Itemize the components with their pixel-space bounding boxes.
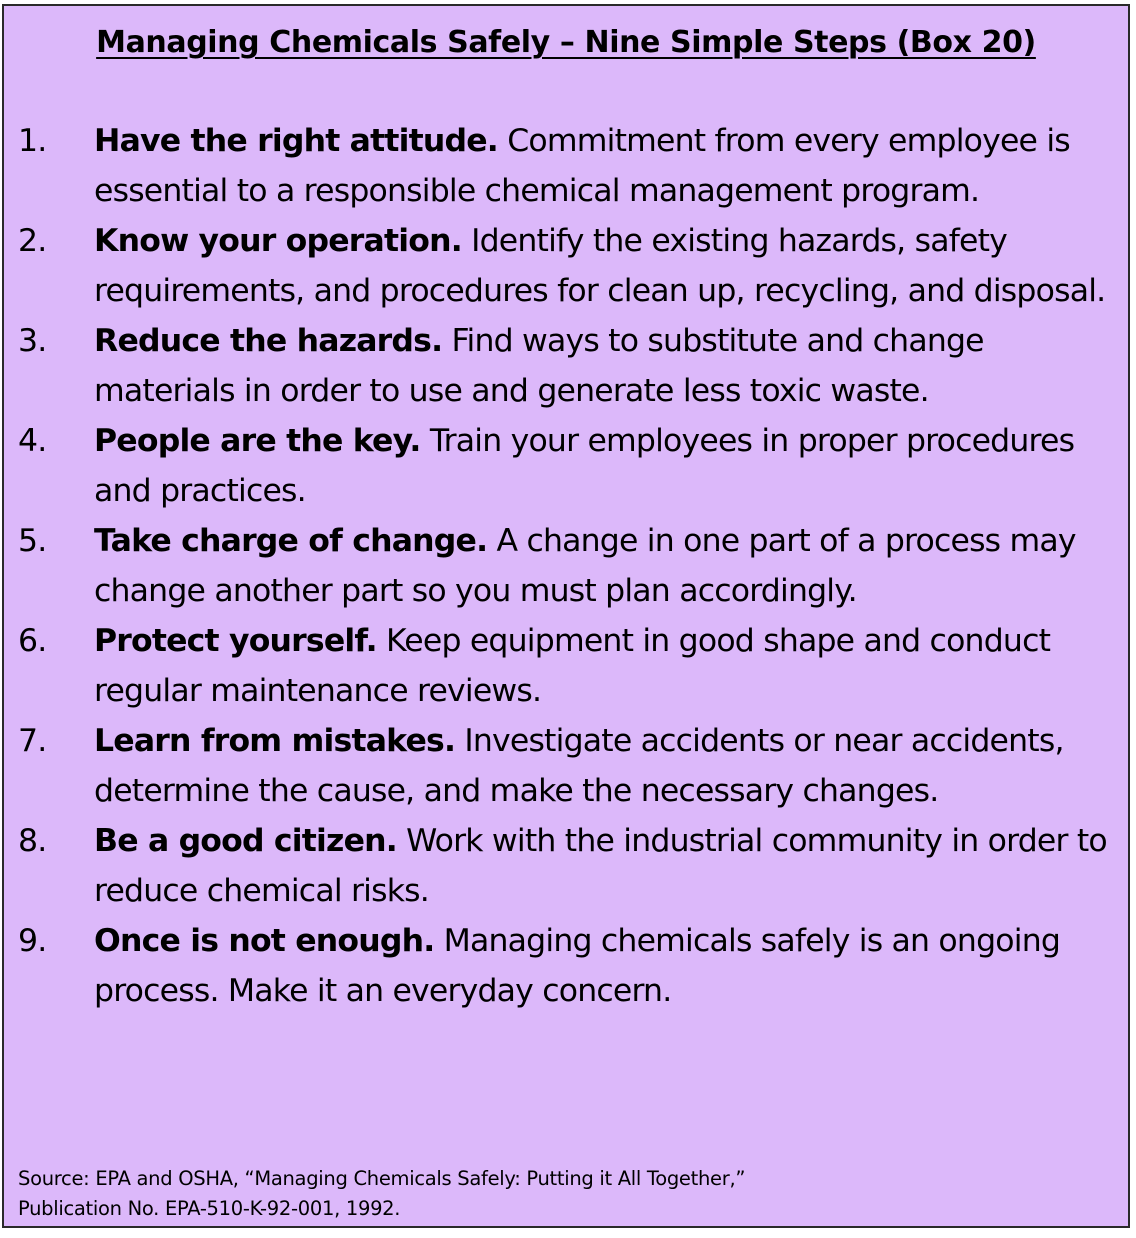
source-line-2: Publication No. EPA-510-K-92-001, 1992. [18, 1197, 401, 1220]
step-item [18, 316, 1122, 416]
step-item [18, 516, 1122, 616]
step-item [18, 416, 1122, 516]
step-item [18, 216, 1122, 316]
step-lead: Learn from mistakes. [94, 723, 456, 759]
step-item [18, 116, 1122, 216]
step-text: Managing chemicals safely is an ongoing process. Make it an everyday concern. [94, 923, 1061, 1009]
step-body [94, 716, 1122, 816]
step-number: 6. [18, 623, 47, 659]
step-text: Keep equipment in good shape and conduct regular maintenance reviews. [94, 623, 1051, 709]
step-text: Find ways to substitute and change materials in order to use and generate less toxic waste. [94, 323, 984, 409]
step-item [18, 716, 1122, 816]
step-number: 3. [18, 323, 47, 359]
step-text: Work with the industrial community in order to reduce chemical risks. [94, 823, 1107, 909]
step-body [94, 116, 1122, 216]
step-number: 7. [18, 723, 47, 759]
step-number: 2. [18, 223, 47, 259]
step-body [94, 816, 1122, 916]
step-lead: Reduce the hazards. [94, 323, 443, 359]
step-lead: Once is not enough. [94, 923, 435, 959]
source-line-1: Source: EPA and OSHA, “Managing Chemicals Safely: Putting it All Together,” [18, 1167, 746, 1190]
step-lead: Be a good citizen. [94, 823, 397, 859]
step-text: Investigate accidents or near accidents, determine the cause, and make the necessary changes. [94, 723, 1064, 809]
step-body [94, 316, 1122, 416]
step-body [94, 516, 1122, 616]
step-number: 1. [18, 123, 47, 159]
step-body [94, 416, 1122, 516]
box-title: Managing Chemicals Safely – Nine Simple Steps (Box 20) [96, 25, 1036, 60]
step-number: 9. [18, 923, 47, 959]
step-lead: Take charge of change. [94, 523, 488, 559]
step-body [94, 616, 1122, 716]
step-item [18, 916, 1122, 1016]
step-text: A change in one part of a process may change another part so you must plan accordingly. [94, 523, 1076, 609]
step-body [94, 216, 1122, 316]
step-lead: Have the right attitude. [94, 123, 498, 159]
step-body [94, 916, 1122, 1016]
info-box [2, 4, 1130, 1228]
step-item [18, 616, 1122, 716]
step-lead: People are the key. [94, 423, 421, 459]
step-number: 4. [18, 423, 47, 459]
step-text: Identify the existing hazards, safety requirements, and procedures for clean up, recycling, and disposal. [94, 223, 1106, 309]
steps-list [18, 116, 1122, 1016]
step-number: 5. [18, 523, 47, 559]
step-item [18, 816, 1122, 916]
step-text: Commitment from every employee is essential to a responsible chemical management program. [94, 123, 1070, 209]
source-citation [18, 1164, 745, 1224]
step-text: Train your employees in proper procedures and practices. [94, 423, 1075, 509]
step-lead: Know your operation. [94, 223, 462, 259]
step-number: 8. [18, 823, 47, 859]
step-lead: Protect yourself. [94, 623, 377, 659]
